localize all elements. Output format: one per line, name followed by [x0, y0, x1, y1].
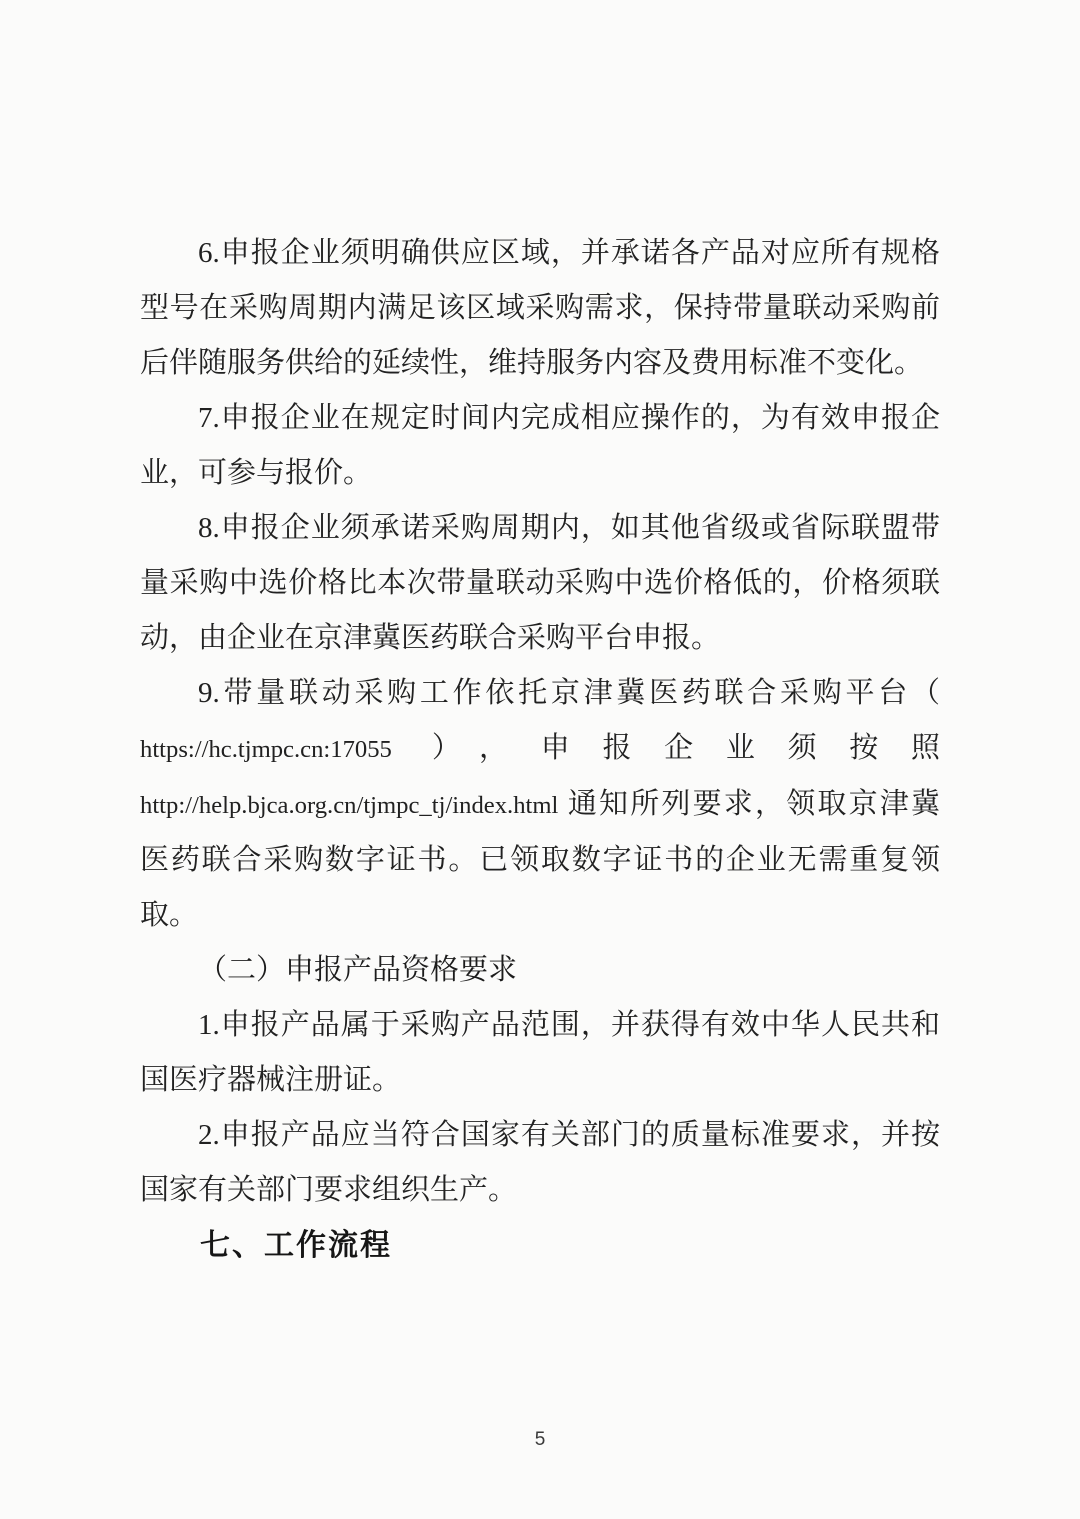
- paragraph-9-tail-text: 通知所列要求，领取京津冀医药联合采购数字证书。已领取数字证书的企业无需重复领取。: [140, 788, 940, 931]
- paragraph-9-lead-text: 9.带量联动采购工作依托京津冀医药联合采购平台（: [198, 677, 940, 709]
- url-platform: https://hc.tjmpc.cn:17055: [140, 736, 392, 763]
- page-number: 5: [534, 1429, 546, 1450]
- paragraph-item-6: 6.申报企业须明确供应区域，并承诺各产品对应所有规格型号在采购周期内满足该区域采购需求，保持带量联动采购前后伴随服务供给的延续性，维持服务内容及费用标准不变化。: [140, 237, 940, 379]
- paragraph-product-1: 1.申报产品属于采购产品范围，并获得有效中华人民共和国医疗器械注册证。: [140, 1009, 940, 1096]
- subheading-product-qualification: （二）申报产品资格要求: [198, 954, 518, 986]
- document-body: [140, 226, 940, 1273]
- paragraph-product-2: 2.申报产品应当符合国家有关部门的质量标准要求，并按国家有关部门要求组织生产。: [140, 1119, 940, 1206]
- paragraph-9-mid-text: ），申报企业须按照: [391, 732, 940, 764]
- url-notice: http://help.bjca.org.cn/tjmpc_tj/index.html: [140, 792, 559, 819]
- section-heading-workflow: 七、工作流程: [200, 1229, 392, 1262]
- paragraph-item-8: 8.申报企业须承诺采购周期内，如其他省级或省际联盟带量采购中选价格比本次带量联动采购中选价格低的，价格须联动，由企业在京津冀医药联合采购平台申报。: [140, 512, 940, 654]
- paragraph-item-7: 7.申报企业在规定时间内完成相应操作的，为有效申报企业，可参与报价。: [140, 402, 940, 489]
- paragraph-item-9: [140, 666, 940, 943]
